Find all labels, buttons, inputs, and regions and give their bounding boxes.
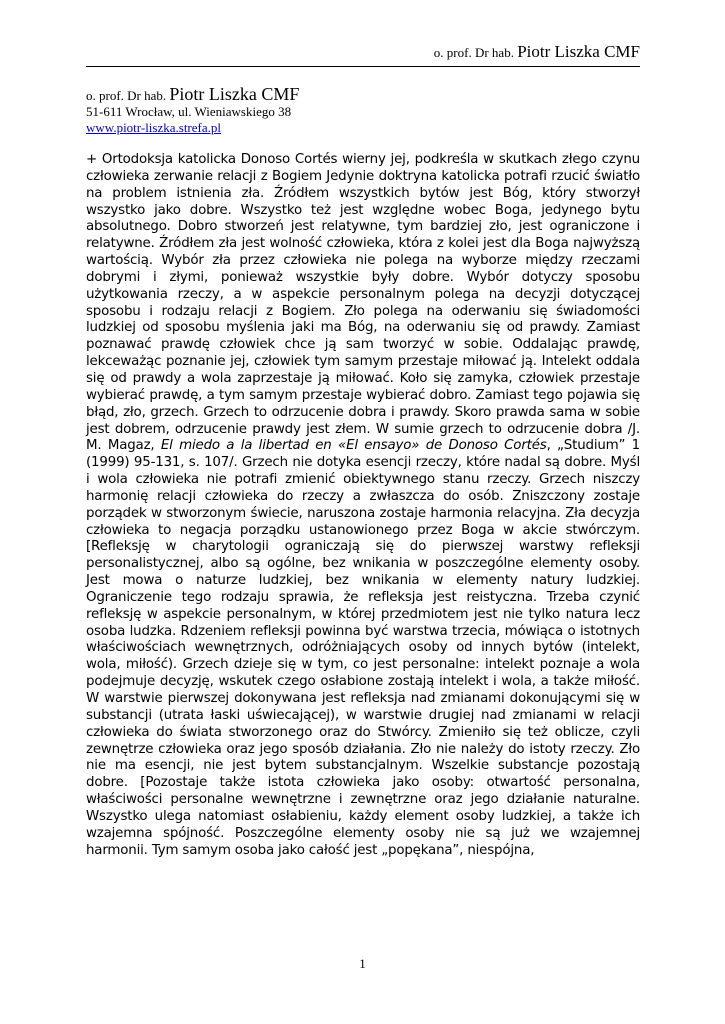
header-rule <box>86 66 640 67</box>
page-number: 1 <box>359 956 366 971</box>
author-website-link[interactable]: www.piotr-liszka.strefa.pl <box>86 120 221 135</box>
author-prefix: o. prof. Dr hab. <box>86 88 170 103</box>
body-text-part-2: , „Studium” 1 (1999) 95-131, s. 107/. Grzech nie dotyka esencji rzeczy, które nadal są dobre. Myśl i wola człowieka nie potrafi zmienić obiektywnego stanu rzeczy. Grzech niszczy harmonię relacji człowieka do rzeczy a zwłaszcza do osób. Zniszczony zostaje porządek w stworzonym świecie, naruszona zostaje harmonia relacyjna. Zła decyzja człowieka to negacja porządku ustanowionego przez Boga w akcie stwórczym. [Refleksję w charytologii ograniczają się do pierwszej warstwy refleksji personalistycznej, albo są ogólne, bez wnikania w poszczególne elementy osoby. Jest mowa o naturze ludzkiej, bez wnikania w elementy natury ludzkiej. Ograniczenie tego rodzaju sprawia, że refleksja jest reistyczna. Trzeba czynić refleksję w aspekcie personalnym, w której przedmiotem jest nie tylko natura lecz osoba ludzka. Rdzeniem refleksji powinna być warstwa trzecia, mówiąca o istotnych właściwościach wewnętrznych, odróżniających osoby od innych bytów (intelekt, wola, miłość). Grzech dzieje się w tym, co jest personalne: intelekt poznaje a wola podejmuje decyzję, wskutek czego osłabione zostają intelekt i wola, a także miłość. W warstwie pierwszej dokonywana jest refleksja nad zmianami dokonującymi się w substancji (utrata łaski uświecającej), w warstwie drugiej nad zmianami w relacji człowieka do świata stworzonego oraz do Stwórcy. Zmieniło się też oblicze, czyli zewnętrze człowieka oraz jego sposób działania. Zło nie należy do istoty rzeczy. Zło nie ma esencji, nie jest bytem substancjalnym. Wszelkie substancje pozostają dobre. [Pozostaje także istota człowieka jako osoby: otwartość personalna, właściwości personalne wewnętrzne i zewnętrzne oraz jego działanie naturalne. Wszystko ulega natomiast osłabieniu, każdy element osoby ludzkiej, a także ich wzajemna spójność. Poszczególne elementy osoby nie są już we wzajemnej harmonii. Tym samym osoba jako całość jest „popękana”, niespójna, <box>86 438 641 858</box>
running-header <box>434 42 640 62</box>
body-text <box>86 152 640 859</box>
author-title-line <box>86 86 299 104</box>
author-name: Piotr Liszka CMF <box>169 84 300 104</box>
author-block <box>86 86 299 136</box>
running-header-name: Piotr Liszka CMF <box>517 42 640 61</box>
author-address: 51-611 Wrocław, ul. Wieniawskiego 38 <box>86 104 292 119</box>
body-paragraph <box>86 152 640 859</box>
cited-title: El miedo a la libertad en «El ensayo» de Donoso Cortés <box>160 438 547 454</box>
running-header-prefix: o. prof. Dr hab. <box>433 45 518 60</box>
body-text-part-1: + Ortodoksja katolicka Donoso Cortés wierny jej, podkreśla w skutkach złego czynu człowieka zerwanie relacji z Bogiem Jedynie doktryna katolicka potrafi rzucić światło na problem istnienia zła. Źródłem wszystkich bytów jest Bóg, który stworzył wszystko jako dobre. Wszystko też jest względne wobec Boga, jedynego bytu absolutnego. Dobro stworzeń jest relatywne, tym bardziej zło, jest ograniczone i relatywne. Źródłem zła jest wolność człowieka, która z kolei jest dla Boga najwyższą wartością. Wybór zła przez człowieka nie polega na wyborze między rzeczami dobrymi i złymi, ponieważ wszystkie były dobre. Wybór dotyczy sposobu użytkowania rzeczy, a w aspekcie personalnym polega na decyzji dotyczącej sposobu i rodzaju relacji z Bogiem. Zło polega na oderwaniu się świadomości ludzkiej od sposobu myślenia jaki ma Bóg, na oderwaniu się od prawdy. Zamiast poznawać prawdę człowiek chce ją sam tworzyć w sobie. Oddalając prawdę, lekceważąc poznanie jej, człowiek tym samym przestaje miłować ją. Intelekt oddala się od prawdy a wola zaprzestaje ją miłować. Koło się zamyka, człowiek przestaje wybierać prawdę, a tym samym przestaje wybierać dobro. Zamiast tego pojawia się błąd, zło, grzech. Grzech to odrzucenie dobra i prawdy. Skoro prawda sama w sobie jest dobrem, odrzucenie prawdy jest złem. W sumie grzech to odrzucenie dobra /J. M. Magaz, <box>86 152 640 454</box>
